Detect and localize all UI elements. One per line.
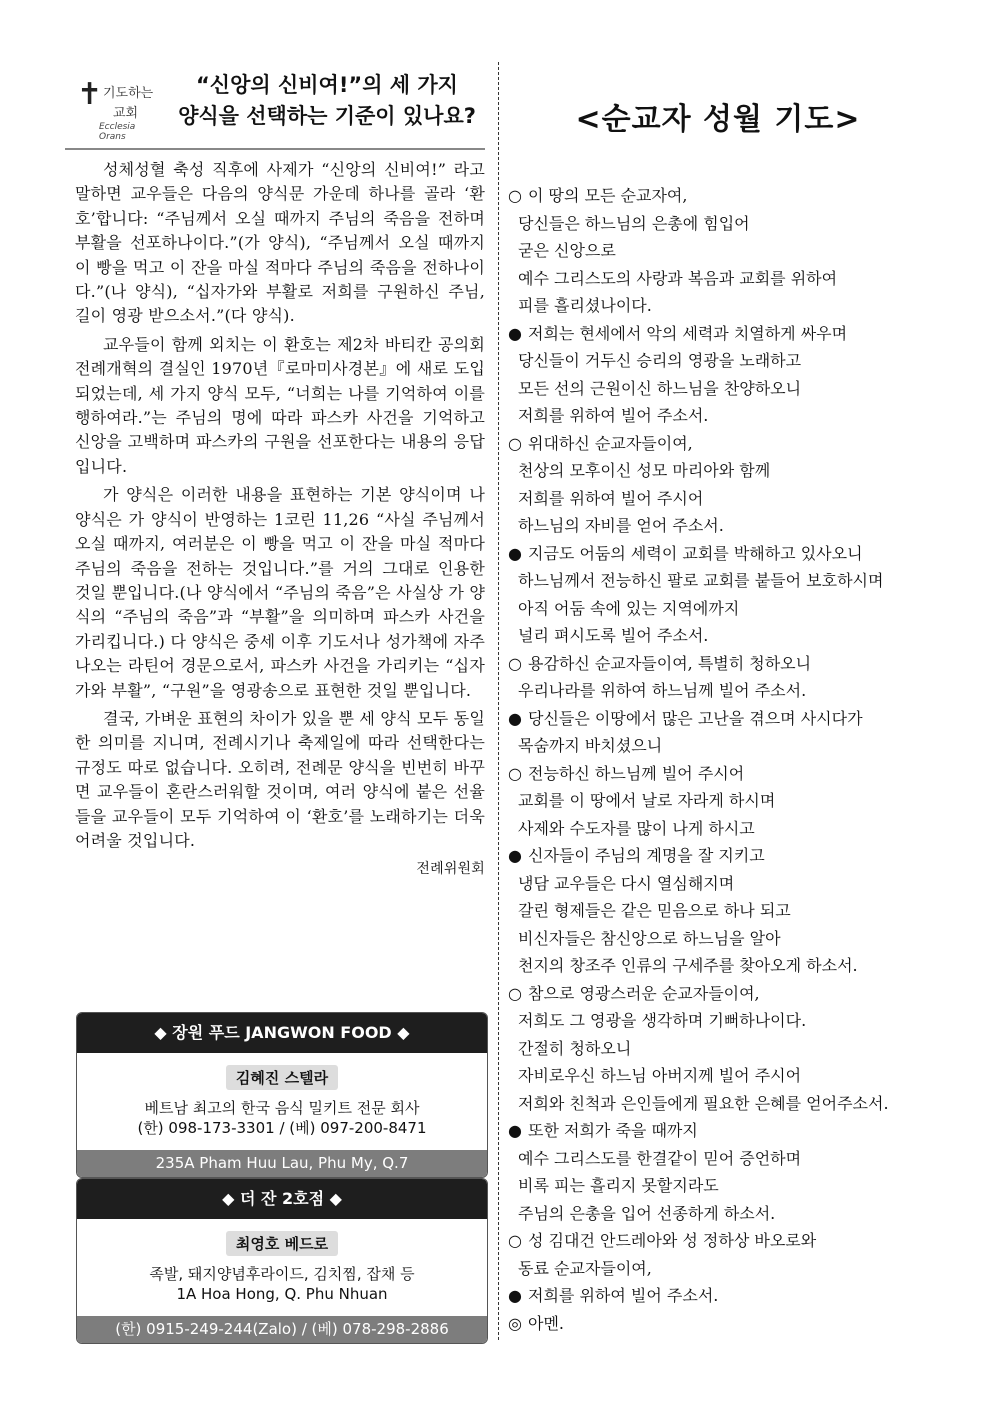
prayer-line-text: 자비로우신 하느님 아버지께 빌어 주시어 — [518, 1066, 802, 1085]
prayer-line-text: 신자들이 주님의 계명을 잘 지키고 — [528, 846, 765, 865]
article-body — [75, 158, 485, 882]
prayer-line — [508, 842, 928, 870]
prayer-line-text: 하느님의 자비를 얻어 주소서. — [518, 516, 724, 535]
prayer-line — [508, 1035, 928, 1063]
prayer-line-text: 지금도 어둠의 세력이 교회를 박해하고 있사오니 — [528, 543, 863, 563]
prayer-line-text: 저희도 그 영광을 생각하며 기뻐하나이다. — [518, 1011, 807, 1030]
ad-contact-name: 김혜진 스텔라 — [226, 1065, 338, 1090]
prayer-line-text: 널리 펴시도록 빌어 주소서. — [518, 626, 709, 645]
prayer-line-text: 간절히 청하오니 — [518, 1038, 632, 1058]
prayer-line — [508, 732, 928, 760]
logo-line2: 교회 — [113, 106, 139, 121]
prayer-line-text: 교회를 이 땅에서 날로 자라게 하시며 — [518, 791, 776, 810]
prayer-line — [508, 925, 928, 953]
prayer-line-text: 동료 순교자들이여, — [518, 1258, 652, 1278]
cross-icon: ✝ — [77, 77, 103, 112]
article-title-line2: 양식을 선택하는 기준이 있나요? — [178, 104, 476, 128]
prayer-line — [508, 650, 928, 678]
article-title — [167, 70, 487, 132]
prayer-line-text: 아멘. — [528, 1313, 564, 1333]
prayer-line-text: 용감하신 순교자들이여, 특별히 청하오니 — [528, 653, 812, 673]
prayer-line — [508, 1117, 928, 1145]
paragraph: 가 양식은 이러한 내용을 표현하는 기본 양식이며 나 양식은 가 양식이 반영하는 1코린 11,26 “사실 주님께서 오실 때까지, 여러분은 이 빵을 먹고 이 잔을 마실 적마다 주님의 죽음을 전하는 것입니다.”를 거의 그대로 인용한 것일 뿐입니다.(나 양식에서 “주님의 죽음”은 사실상 가 양식의 “주님의 죽음”과 “부활”을 의미하며 파스카 사건을 가리킵니다.) 다 양식은 중세 이후 기도서나 성가책에 자주 나오는 라틴어 경문으로서, 파스카 사건을 가리키는 “십자가와 부활”, “구원”을 영광송으로 표현한 것일 뿐입니다. — [75, 485, 485, 700]
prayer-line — [508, 980, 928, 1008]
filled-circle-icon: ● — [508, 1286, 522, 1305]
signature: 전례위원회 — [416, 861, 485, 878]
prayer-line-text: 하느님께서 전능하신 팔로 교회를 붙들어 보호하시며 — [518, 571, 884, 590]
prayer-line — [508, 265, 928, 293]
ad-footer: (한) 0915-249-244(Zalo) / (베) 078-298-2886 — [77, 1316, 487, 1343]
prayer-line-text: 또한 저희가 죽을 때까지 — [528, 1121, 698, 1140]
open-circle-icon: ○ — [508, 186, 522, 205]
prayer-line-text: 피를 흘리셨나이다. — [518, 296, 652, 315]
prayer-line — [508, 622, 928, 650]
prayer-line — [508, 182, 928, 210]
prayer-line-text: 저희를 위하여 빌어 주시어 — [518, 488, 704, 508]
prayer-line-text: 천상의 모후이신 성모 마리아와 함께 — [518, 461, 771, 480]
ad-line: 베트남 최고의 한국 음식 밀키트 전문 회사 — [144, 1099, 420, 1117]
prayer-line — [508, 402, 928, 430]
prayer-line-text: 굳은 신앙으로 — [518, 241, 616, 260]
prayer-line-text: 위대하신 순교자들이여, — [528, 433, 693, 453]
prayer-title: <순교자 성월 기도> — [575, 102, 861, 137]
filled-circle-icon: ● — [508, 708, 522, 728]
prayer-line-text: 주님의 은총을 입어 선종하게 하소서. — [518, 1203, 776, 1223]
open-circle-icon: ○ — [508, 433, 522, 453]
prayer-line — [508, 1090, 928, 1118]
open-circle-icon: ○ — [508, 1231, 522, 1250]
logo-latin: Ecclesia Orans — [99, 122, 136, 142]
prayer-line — [508, 677, 928, 705]
prayer-line-text: 목숨까지 바치셨으니 — [518, 736, 663, 755]
paragraph: 교우들이 함께 외치는 이 환호는 제2차 바티칸 공의회 전례개혁의 결실인 1970년『로마미사경본』에 새로 도입되었는데, 세 가지 양식 모두, “너희는 나를 기억하여 이를 행하여라.”는 주님의 명에 따라 파스카 사건을 기억하고 신앙을 고백하며 파스카의 구원을 선포한다는 내용의 응답입니다. — [75, 334, 485, 476]
prayer-line-text: 이 땅의 모든 순교자여, — [528, 186, 688, 205]
paragraph: 성체성혈 축성 직후에 사제가 “신앙의 신비여!” 라고 말하면 교우들은 다음의 양식문 가운데 하나를 골라 ‘환호’합니다: “주님께서 오실 때까지 주님의 죽음을 전하며 부활을 선포하나이다.”(가 양식), “주님께서 오실 때까지 이 빵을 먹고 이 잔을 마실 적마다 주님의 죽음을 전하나이다.”(나 양식), “십자가와 부활로 저희를 구원하신 주님, 길이 영광 받으소서.”(다 양식). — [75, 160, 485, 326]
open-circle-icon: ○ — [508, 983, 522, 1003]
prayer-line — [508, 595, 928, 623]
prayer-line — [508, 292, 928, 320]
prayer-line-text: 천지의 창조주 인류의 구세주를 찾아오게 하소서. — [518, 956, 858, 975]
prayer-line — [508, 1007, 928, 1035]
prayer-line-text: 사제와 수도자를 많이 나게 하시고 — [518, 818, 755, 838]
prayer-line — [508, 567, 928, 595]
prayer-line-text: 성 김대건 안드레아와 성 정하상 바오로와 — [528, 1231, 817, 1250]
prayer-line-text: 저희와 친척과 은인들에게 필요한 은혜를 얻어주소서. — [518, 1093, 889, 1113]
prayer-line — [508, 485, 928, 513]
prayer-line — [508, 952, 928, 980]
prayer-line-text: 우리나라를 위하여 하느님께 빌어 주소서. — [518, 681, 807, 700]
prayer-line-text: 당신들은 하느님의 은총에 힘입어 — [518, 213, 750, 233]
article-header — [75, 70, 485, 148]
prayer-line-text: 갈린 형제들은 같은 믿음으로 하나 되고 — [518, 901, 791, 920]
ad-line: 족발, 돼지양념후라이드, 김치찜, 잡채 등 — [149, 1265, 415, 1283]
prayer-line — [508, 870, 928, 898]
ad-line: (한) 098-173-3301 / (베) 097-200-8471 — [137, 1119, 427, 1137]
left-column — [75, 70, 485, 882]
open-circle-icon: ○ — [508, 653, 522, 673]
prayer-line — [508, 347, 928, 375]
right-column — [508, 70, 928, 1337]
prayer-line — [508, 237, 928, 265]
prayer-line-text: 예수 그리스도를 한결같이 믿어 증언하며 — [518, 1148, 802, 1168]
prayer-line — [508, 705, 928, 733]
prayer-line — [508, 787, 928, 815]
prayer-line-text: 당신들이 거두신 승리의 영광을 노래하고 — [518, 351, 802, 370]
prayer-line — [508, 1227, 928, 1255]
prayer-line — [508, 457, 928, 485]
prayer-line-text: 예수 그리스도의 사랑과 복음과 교회를 위하여 — [518, 268, 838, 288]
prayer-line-text: 당신들은 이땅에서 많은 고난을 겪으며 사시다가 — [528, 708, 863, 728]
prayer-line — [508, 512, 928, 540]
filled-circle-icon: ● — [508, 543, 522, 563]
prayer-line-text: 참으로 영광스러운 순교자들이여, — [528, 983, 760, 1003]
prayer-line — [508, 1200, 928, 1228]
prayer-line-text: 저희를 위하여 빌어 주소서. — [518, 406, 709, 425]
prayer-line — [508, 897, 928, 925]
prayer-line — [508, 430, 928, 458]
prayer-line-text: 아직 어둠 속에 있는 지역에까지 — [518, 598, 740, 618]
prayer-line — [508, 1172, 928, 1200]
ad-footer: 235A Pham Huu Lau, Phu My, Q.7 — [77, 1150, 487, 1177]
prayer-line — [508, 210, 928, 238]
header-rule — [65, 148, 485, 150]
article-title-line1: “신앙의 신비여!”의 세 가지 — [196, 73, 458, 97]
ad-contact-name: 최영호 베드로 — [226, 1231, 338, 1256]
prayer-line — [508, 760, 928, 788]
ad-title: ◆ 장원 푸드 JANGWON FOOD ◆ — [77, 1013, 487, 1053]
ad-line: 1A Hoa Hong, Q. Phu Nhuan — [176, 1285, 388, 1303]
prayer-line — [508, 1310, 928, 1338]
filled-circle-icon: ● — [508, 1121, 522, 1140]
prayer-line-text: 전능하신 하느님께 빌어 주시어 — [528, 763, 745, 783]
prayer-line — [508, 1282, 928, 1310]
ad-card-the-jan — [76, 1178, 488, 1344]
prayer-line-text: 비신자들은 참신앙으로 하느님을 알아 — [518, 928, 781, 948]
filled-circle-icon: ● — [508, 323, 522, 343]
column-divider — [498, 62, 499, 1340]
double-circle-icon: ◎ — [508, 1313, 522, 1333]
prayer-line — [508, 540, 928, 568]
ad-title: ◆ 더 잔 2호점 ◆ — [77, 1179, 487, 1219]
ad-card-jangwon — [76, 1012, 488, 1178]
prayer-line — [508, 375, 928, 403]
prayer-line-text: 비록 피는 흘리지 못할지라도 — [518, 1176, 719, 1195]
prayer-line — [508, 1062, 928, 1090]
prayer-line-text: 모든 선의 근원이신 하느님을 찬양하오니 — [518, 378, 802, 398]
prayer-line — [508, 1255, 928, 1283]
prayer-line — [508, 1145, 928, 1173]
open-circle-icon: ○ — [508, 763, 522, 783]
prayer-line-text: 저희를 위하여 빌어 주소서. — [528, 1286, 719, 1305]
prayer-line-text: 저희는 현세에서 악의 세력과 치열하게 싸우며 — [528, 323, 848, 343]
filled-circle-icon: ● — [508, 846, 522, 865]
paragraph: 결국, 가벼운 표현의 차이가 있을 뿐 세 양식 모두 동일한 의미를 지니며, 전례시기나 축제일에 따라 선택한다는 규정도 따로 없습니다. 오히려, 전례문 양식을 빈번히 바꾸면 교우들이 혼란스러워할 것이며, 여러 양식에 붙은 선율들을 교우들이 모두 기억하여 이 ‘환호’를 노래하기는 더욱 어려울 것입니다. — [75, 708, 485, 850]
prayer-line — [508, 815, 928, 843]
prayer-line — [508, 320, 928, 348]
prayer-body — [508, 182, 928, 1337]
prayer-line-text: 냉담 교우들은 다시 열심해지며 — [518, 873, 735, 893]
logo-line1: 기도하는 — [103, 86, 154, 101]
church-logo — [75, 77, 163, 142]
